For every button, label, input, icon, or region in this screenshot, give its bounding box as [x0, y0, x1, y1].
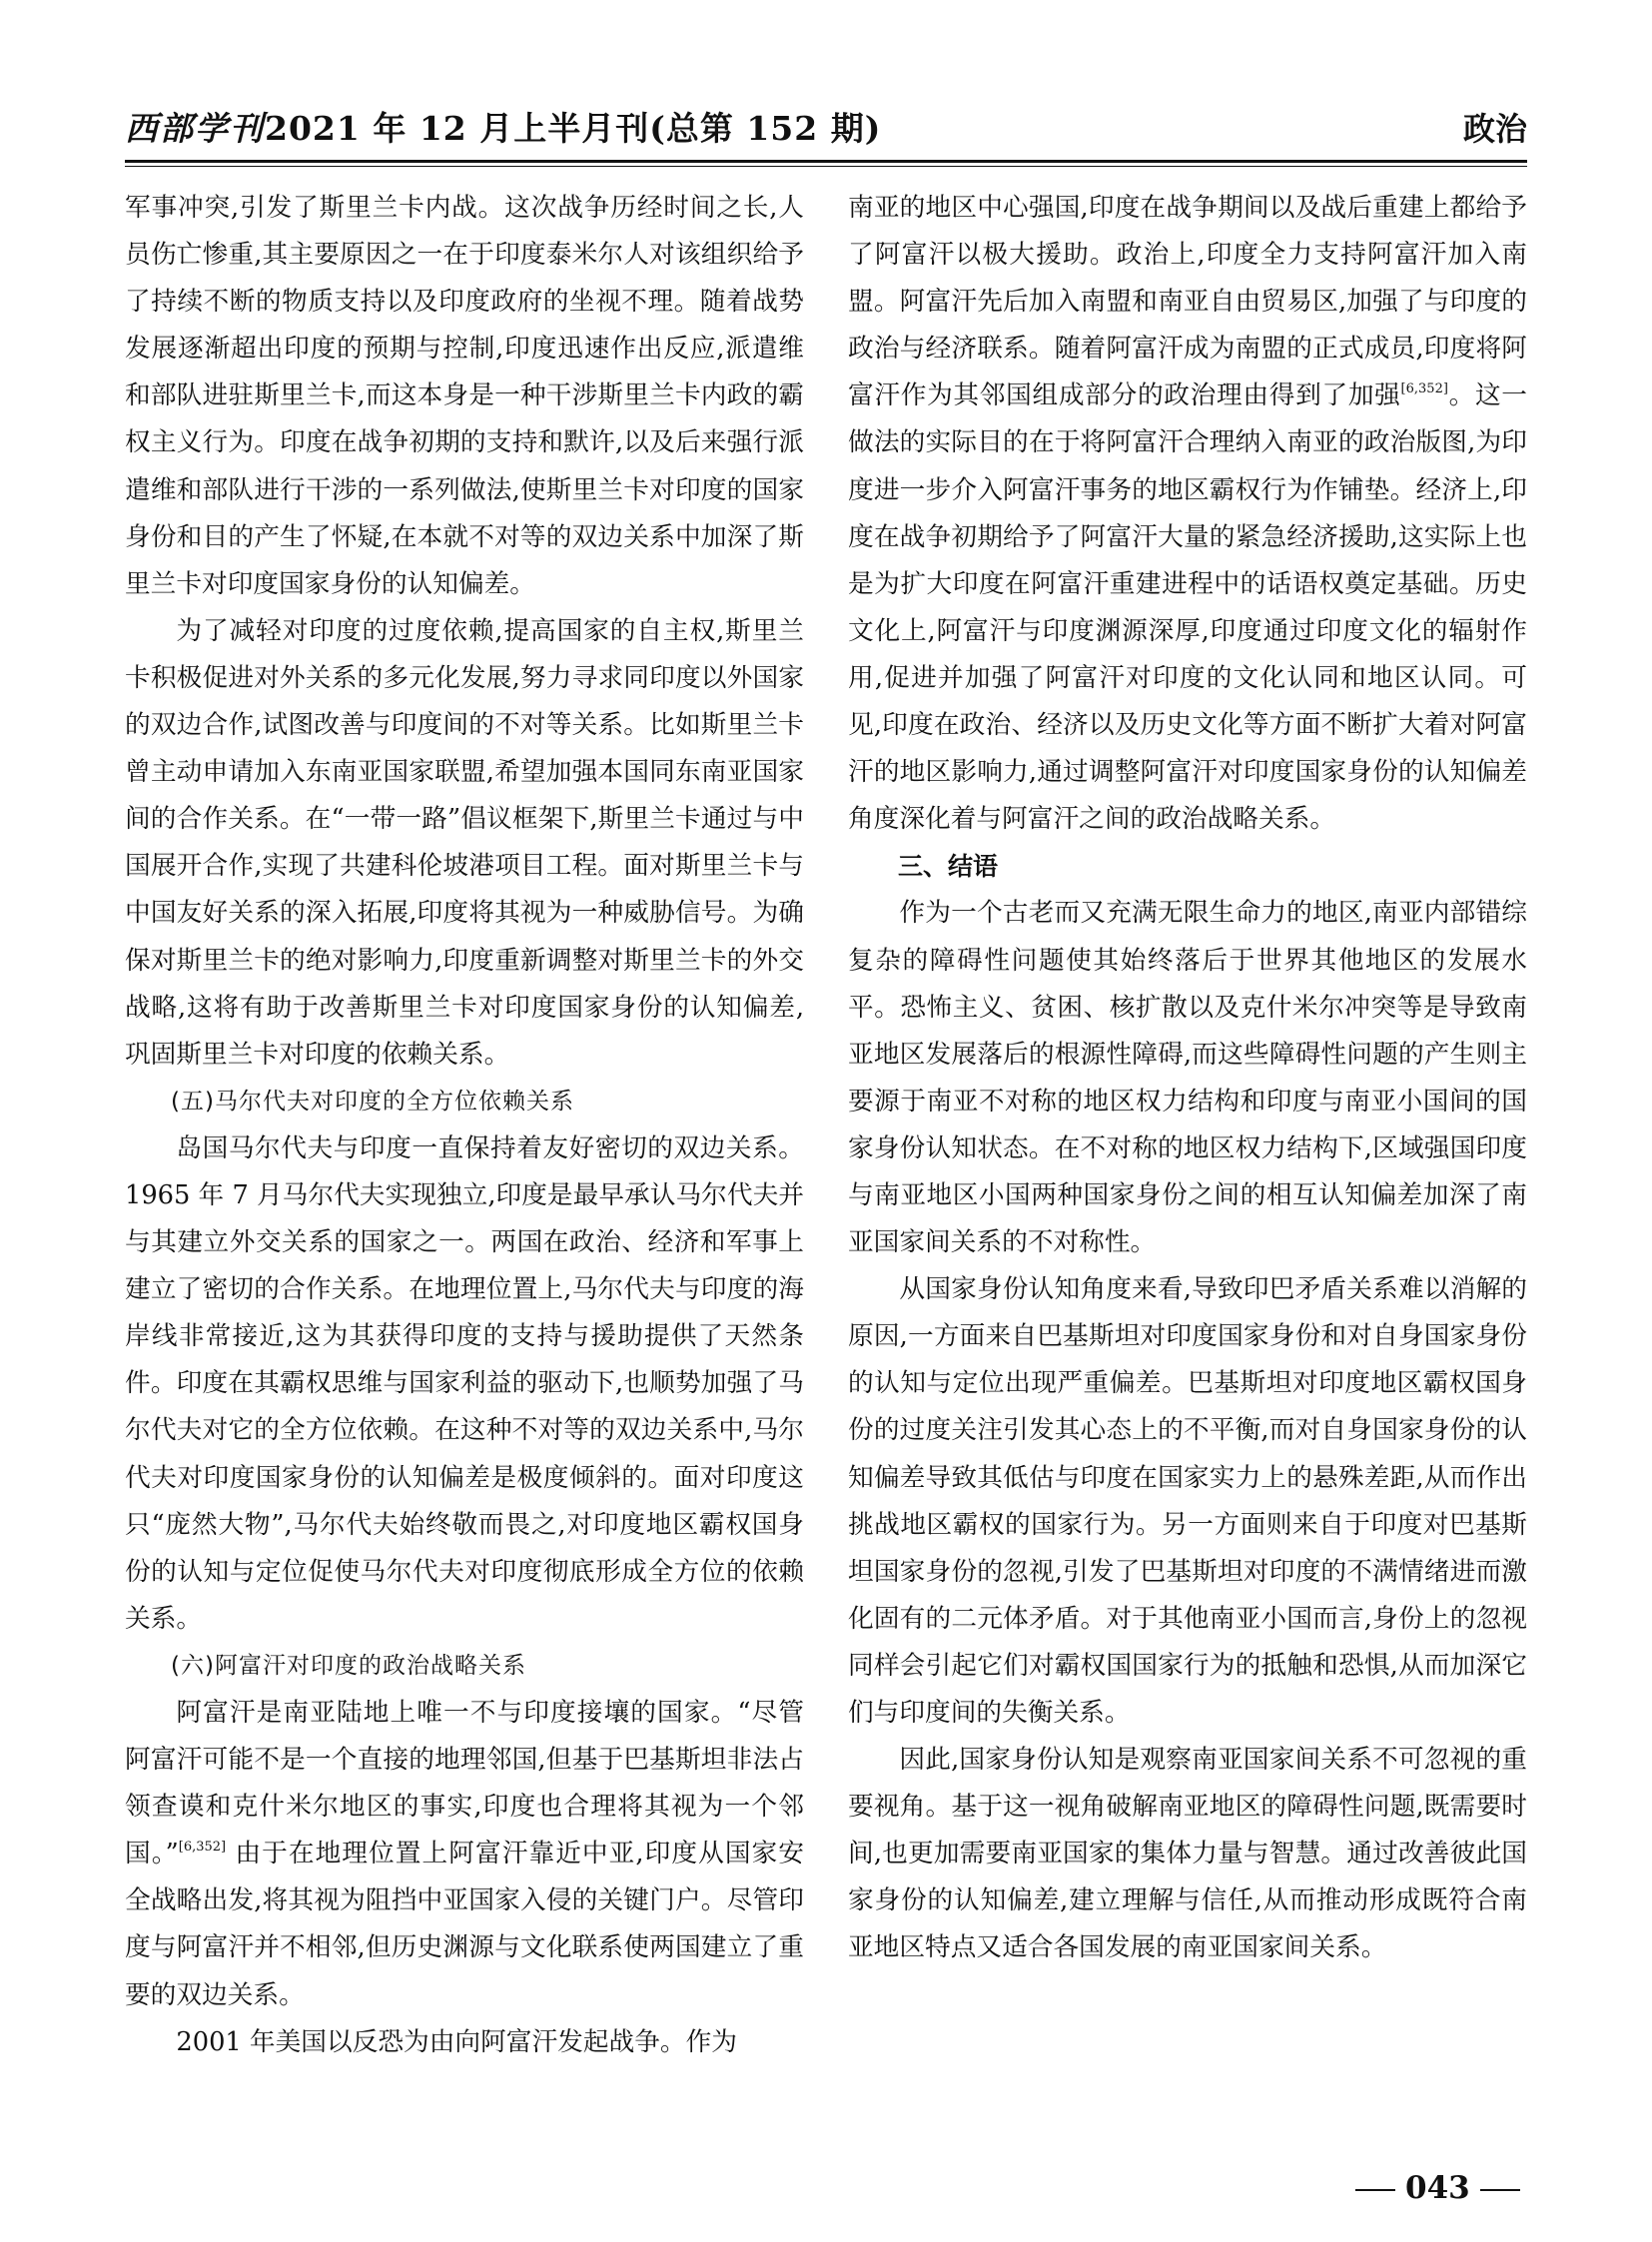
paragraph: 从国家身份认知角度来看,导致印巴矛盾关系难以消解的原因,一方面来自巴基斯坦对印度国家身份和对自身国家身份的认知与定位出现严重偏差。巴基斯坦对印度地区霸权国身份的过度关注引发其心态上的不平衡,而对自身国家身份的认知偏差导致其低估与印度在国家实力上的悬殊差距,从而作出挑战地区霸权的国家行为。另一方面则来自于印度对巴基斯坦国家身份的忽视,引发了巴基斯坦对印度的不满情绪进而激化固有的二元体矛盾。对于其他南亚小国而言,身份上的忽视同样会引起它们对霸权国国家行为的抵触和恐惧,从而加深它们与印度间的失衡关系。: [848, 1274, 1527, 1728]
right-column: [848, 185, 1527, 1972]
section-heading-conclusion: 三、结语: [898, 852, 999, 882]
page-number-dash: [1480, 2189, 1520, 2191]
issue-info: 2021 年 12 月上半月刊(总第 152 期): [265, 109, 882, 148]
paragraph-text: 由于在地理位置上阿富汗靠近中亚,印度从国家安全战略出发,将其视为阻挡中亚国家入侵的关键门户。尽管印度与阿富汗并不相邻,但历史渊源与文化联系使两国建立了重要的双边关系。: [125, 1839, 804, 2010]
header-rule-thin: [125, 166, 1527, 167]
citation: [6,352]: [1400, 381, 1448, 397]
paragraph: 军事冲突,引发了斯里兰卡内战。这次战争历经时间之长,人员伤亡惨重,其主要原因之一在于印度泰米尔人对该组织给予了持续不断的物质支持以及印度政府的坐视不理。随着战势发展逐渐超出印度的预期与控制,印度迅速作出反应,派遣维和部队进驻斯里兰卡,而这本身是一种干涉斯里兰卡内政的霸权主义行为。印度在战争初期的支持和默许,以及后来强行派遣维和部队进行干涉的一系列做法,使斯里兰卡对印度的国家身份和目的产生了怀疑,在本就不对等的双边关系中加深了斯里兰卡对印度国家身份的认知偏差。: [125, 193, 804, 599]
header-rule: [125, 160, 1527, 163]
paragraph: [125, 1690, 804, 2019]
page-number-dash: [1355, 2189, 1395, 2191]
paragraph: 因此,国家身份认知是观察南亚国家间关系不可忽视的重要视角。基于这一视角破解南亚地区的障碍性问题,既需要时间,也更加需要南亚国家的集体力量与智慧。通过改善彼此国家身份的认知偏差,建立理解与信任,从而推动形成既符合南亚地区特点又适合各国发展的南亚国家间关系。: [848, 1745, 1527, 1963]
paragraph: 作为一个古老而又充满无限生命力的地区,南亚内部错综复杂的障碍性问题使其始终落后于世界其他地区的发展水平。恐怖主义、贫困、核扩散以及克什米尔冲突等是导致南亚地区发展落后的根源性障碍,而这些障碍性问题的产生则主要源于南亚不对称的地区权力结构和印度与南亚小国间的国家身份认知状态。在不对称的地区权力结构下,区域强国印度与南亚地区小国两种国家身份之间的相互认知偏差加深了南亚国家间关系的不对称性。: [848, 898, 1527, 1258]
page-number-text: 043: [1405, 2170, 1470, 2206]
subsection-heading-5: (五)马尔代夫对印度的全方位依赖关系: [171, 1088, 574, 1115]
section-label: 政治: [1462, 110, 1527, 148]
journal-logo: 西部学刊: [125, 109, 265, 148]
paragraph-text: 南亚的地区中心强国,印度在战争期间以及战后重建上都给予了阿富汗以极大援助。政治上,印度全力支持阿富汗加入南盟。阿富汗先后加入南盟和南亚自由贸易区,加强了与印度的政治与经济联系。随着阿富汗成为南盟的正式成员,印度将阿富汗作为其邻国组成部分的政治理由得到了加强: [848, 193, 1527, 411]
citation: [6,352]: [178, 1840, 227, 1856]
paragraph: [848, 185, 1527, 843]
paragraph-text: 。这一做法的实际目的在于将阿富汗合理纳入南亚的政治版图,为印度进一步介入阿富汗事务的地区霸权行为作铺垫。经济上,印度在战争初期给予了阿富汗大量的紧急经济援助,这实际上也是为扩大印度在阿富汗重建进程中的话语权奠定基础。历史文化上,阿富汗与印度渊源深厚,印度通过印度文化的辐射作用,促进并加强了阿富汗对印度的文化认同和地区认同。可见,印度在政治、经济以及历史文化等方面不断扩大着对阿富汗的地区影响力,通过调整阿富汗对印度国家身份的认知偏差角度深化着与阿富汗之间的政治战略关系。: [848, 380, 1527, 835]
paragraph: 岛国马尔代夫与印度一直保持着友好密切的双边关系。1965 年 7 月马尔代夫实现独立,印度是最早承认马尔代夫并与其建立外交关系的国家之一。两国在政治、经济和军事上建立了密切的合作关系。在地理位置上,马尔代夫与印度的海岸线非常接近,这为其获得印度的支持与援助提供了天然条件。印度在其霸权思维与国家利益的驱动下,也顺势加强了马尔代夫对它的全方位依赖。在这种不对等的双边关系中,马尔代夫对印度国家身份的认知偏差是极度倾斜的。面对印度这只“庞然大物”,马尔代夫始终敬而畏之,对印度地区霸权国身份的认知与定位促使马尔代夫对印度彻底形成全方位的依赖关系。: [125, 1132, 804, 1634]
page-number: [1345, 2170, 1530, 2206]
page-header: [125, 109, 1527, 160]
paragraph-text: 阿富汗是南亚陆地上唯一不与印度接壤的国家。“尽管阿富汗可能不是一个直接的地理邻国,但基于巴基斯坦非法占领查谟和克什米尔地区的事实,印度也合理将其视为一个邻国。”: [125, 1698, 804, 1869]
subsection-heading-6: (六)阿富汗对印度的政治战略关系: [171, 1652, 526, 1679]
paragraph: 2001 年美国以反恐为由向阿富汗发起战争。作为: [176, 2026, 737, 2057]
left-column: [125, 185, 804, 2066]
masthead: [125, 103, 881, 150]
paragraph: 为了减轻对印度的过度依赖,提高国家的自主权,斯里兰卡积极促进对外关系的多元化发展,努力寻求同印度以外国家的双边合作,试图改善与印度间的不对等关系。比如斯里兰卡曾主动申请加入东南亚国家联盟,希望加强本国同东南亚国家间的合作关系。在“一带一路”倡议框架下,斯里兰卡通过与中国展开合作,实现了共建科伦坡港项目工程。面对斯里兰卡与中国友好关系的深入拓展,印度将其视为一种威胁信号。为确保对斯里兰卡的绝对影响力,印度重新调整对斯里兰卡的外交战略,这将有助于改善斯里兰卡对印度国家身份的认知偏差,巩固斯里兰卡对印度的依赖关系。: [125, 615, 804, 1070]
